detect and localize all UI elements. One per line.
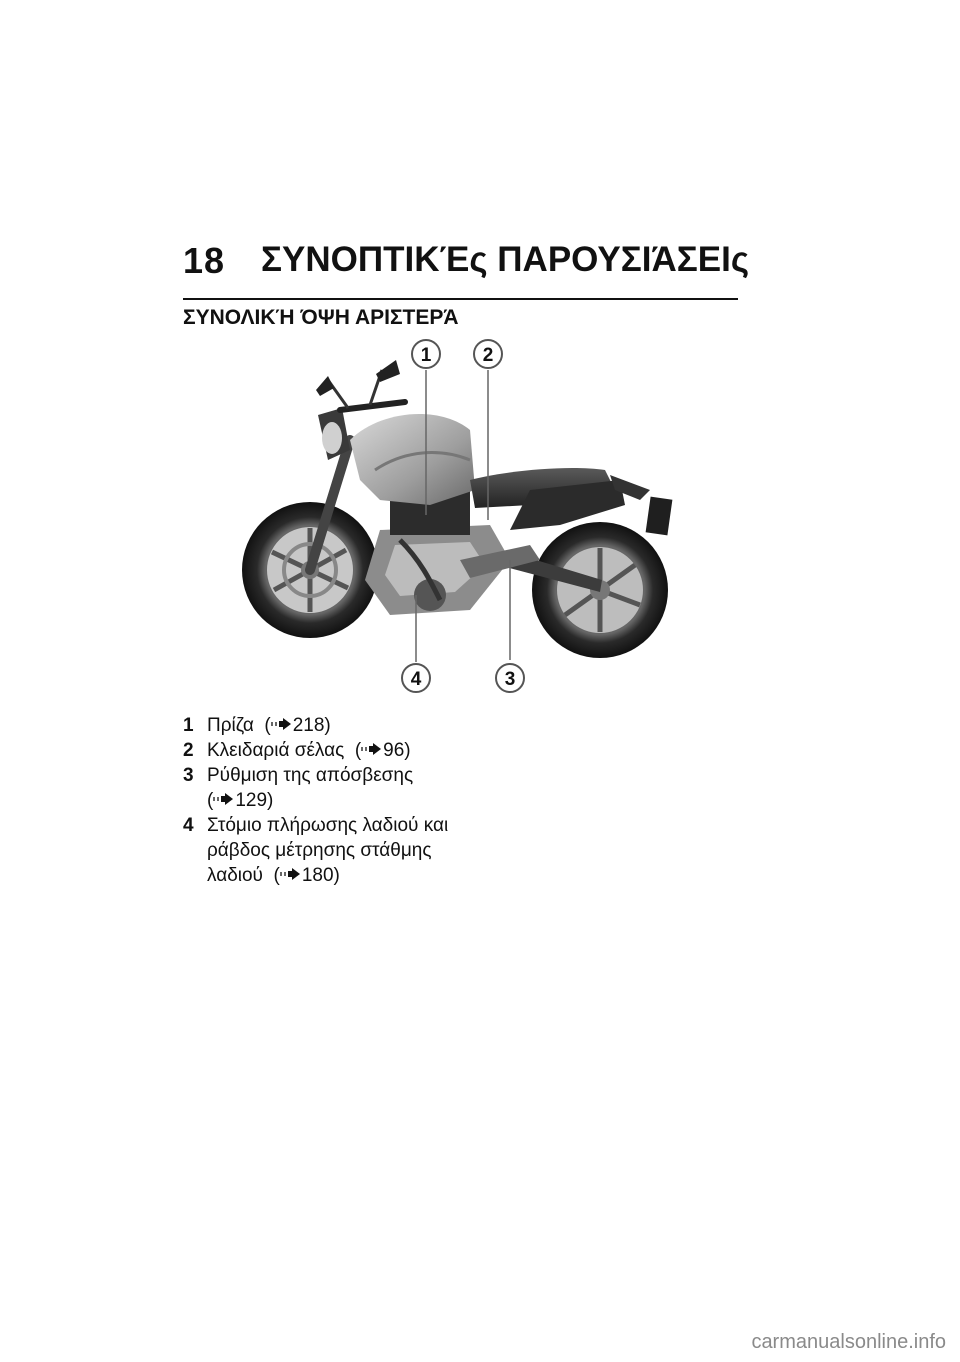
page-reference[interactable]: ( 129)	[207, 790, 274, 811]
callout-4-label: 4	[410, 669, 422, 690]
legend-item	[183, 763, 483, 813]
page-ref-arrow-icon	[271, 718, 291, 730]
handlebar	[340, 402, 405, 410]
callout-2	[474, 340, 502, 368]
callout-1-label: 1	[420, 345, 432, 366]
legend-item	[183, 713, 483, 738]
page-ref-arrow-icon	[361, 743, 381, 755]
callout-4	[402, 664, 430, 692]
legend-number: 3	[183, 765, 194, 786]
watermark[interactable]: carmanualsonline.info	[751, 1331, 946, 1353]
legend-number: 1	[183, 715, 194, 736]
page-ref-arrow-icon	[280, 868, 300, 880]
legend-label: Ρύθμιση της απόσβεσης	[207, 765, 414, 786]
legend-list	[183, 713, 483, 888]
legend-label: Κλειδαριά σέλας	[207, 740, 345, 761]
legend-text	[207, 813, 483, 888]
legend-number: 4	[183, 815, 194, 836]
page-reference-number: 96)	[383, 740, 411, 761]
legend-label: ράβδος μέτρησης στάθμης	[207, 840, 432, 861]
page-reference[interactable]: ( 180)	[268, 865, 340, 886]
section-title: ΣΥΝΟΛΙΚΉ ΌΨΗ ΑΡΙΣΤΕΡΆ	[183, 306, 459, 329]
page-reference[interactable]: ( 96)	[349, 740, 411, 761]
page-reference-number: 180)	[301, 865, 340, 886]
legend-text	[207, 713, 483, 738]
legend-number: 2	[183, 740, 194, 761]
callout-3-label: 3	[504, 669, 516, 690]
legend-item	[183, 813, 483, 888]
fuel-tank	[350, 414, 475, 505]
motorcycle-illustration	[230, 330, 710, 700]
legend-label: λαδιού	[207, 865, 263, 886]
callout-3	[496, 664, 524, 692]
callout-1	[412, 340, 440, 368]
page-ref-arrow-icon	[213, 793, 233, 805]
page-reference[interactable]: ( 218)	[259, 715, 331, 736]
legend-label: Πρίζα	[207, 715, 254, 736]
legend-label: Στόμιο πλήρωσης λαδιού και	[207, 815, 449, 836]
page-header	[183, 238, 750, 300]
page-number: 18	[183, 240, 226, 281]
page-reference-number: 218)	[292, 715, 331, 736]
callout-2-label: 2	[482, 345, 494, 366]
legend-text	[207, 763, 483, 813]
page-reference-number: 129)	[235, 790, 274, 811]
number-plate	[646, 497, 673, 536]
legend-item	[183, 738, 483, 763]
motorcycle-figure	[230, 330, 710, 700]
legend-text	[207, 738, 483, 763]
chapter-title: ΣΥΝΟΠΤΙΚΈς ΠΑΡΟΥΣΙΆΣΕΙς	[261, 240, 750, 279]
mirrors	[328, 370, 382, 408]
